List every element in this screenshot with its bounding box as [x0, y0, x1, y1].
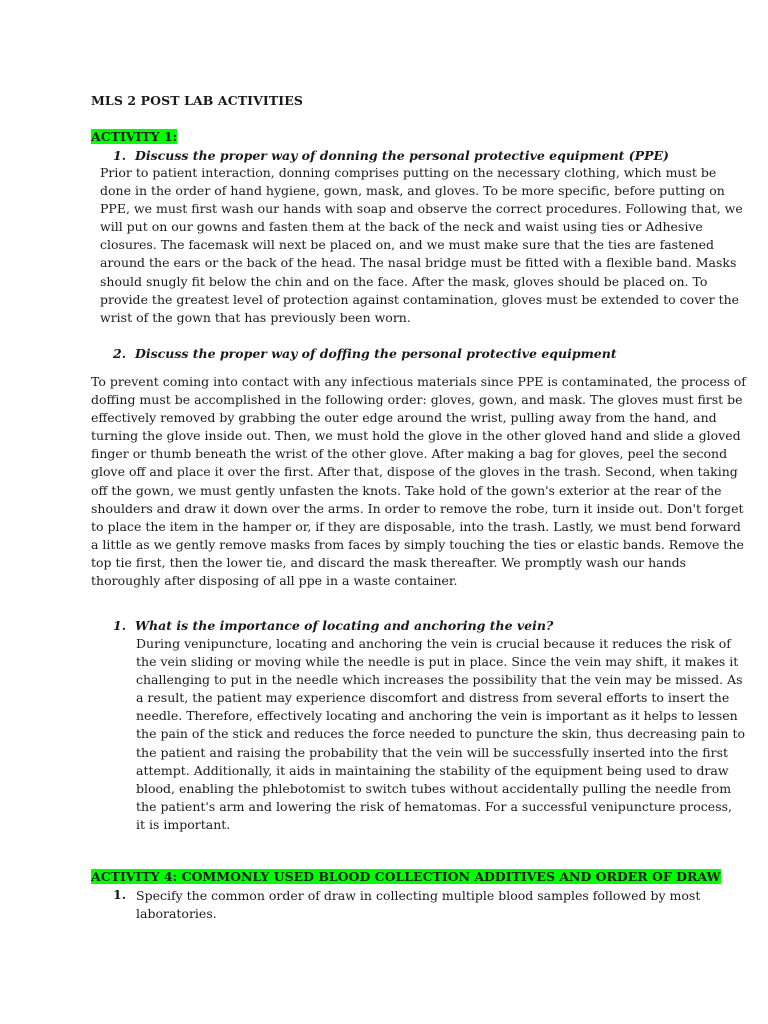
text-line: laboratories.	[136, 906, 217, 922]
text-line: Specify the common order of draw in collecting multiple blood samples followed by most	[136, 888, 701, 903]
text-line: glove off and place it over the first. After that, dispose of the gloves in the trash. Second, when taking	[91, 464, 738, 480]
question-number: 1.	[113, 887, 127, 902]
text-line: During venipuncture, locating and anchoring the vein is crucial because it reduces the risk of	[136, 636, 731, 651]
text-line: PPE, we must first wash our hands with soap and observe the correct procedures. Following that, we	[100, 201, 743, 217]
text-line: attempt. Additionally, it aids in maintaining the stability of the equipment being used to draw	[136, 762, 729, 778]
text-line: wrist of the gown that has previously been worn.	[100, 309, 411, 325]
question-number: 2.	[113, 346, 127, 361]
vein-answer	[136, 635, 745, 834]
text-line: the patient's arm and lowering the risk of hematomas. For a successful venipuncture process,	[136, 798, 733, 814]
text-line: off the gown, we must gently unfasten the knots. Take hold of the gown's exterior at the rear of the	[91, 482, 722, 498]
text-line: the pain of the stick and reduces the force needed to puncture the skin, thus decreasing pain to	[136, 726, 746, 742]
question-text: What is the importance of locating and anchoring the vein?	[135, 618, 554, 633]
document-title: MLS 2 POST LAB ACTIVITIES	[91, 93, 303, 108]
question-text: Discuss the proper way of doffing the personal protective equipment	[135, 346, 617, 361]
activity-4-heading	[91, 868, 721, 886]
text-line: Prior to patient interaction, donning comprises putting on the necessary clothing, which must be	[100, 165, 717, 180]
vein-question	[113, 617, 553, 635]
text-line: shoulders and draw it down over the arms. In order to remove the robe, turn it inside out. Don't forget	[91, 500, 744, 516]
text-line: provide the greatest level of protection against contamination, gloves must be extended to cover the	[100, 291, 740, 307]
activity-4-question-1-text	[136, 887, 700, 923]
text-line: it is important.	[136, 816, 231, 832]
activity-1-heading-text: ACTIVITY 1:	[91, 129, 178, 144]
text-line: around the ears or the back of the head. The nasal bridge must be fitted with a flexible band. Masks	[100, 255, 737, 271]
question-number: 1.	[113, 618, 127, 633]
text-line: effectively removed by grabbing the outer edge around the wrist, pulling away from the hand, and	[91, 410, 717, 426]
text-line: the patient and raising the probability that the vein will be successfully inserted into the first	[136, 744, 729, 760]
activity-1-answer-1	[100, 164, 743, 327]
text-line: should snugly fit below the chin and on the face. After the mask, gloves should be placed on. To	[100, 273, 708, 289]
text-line: needle. Therefore, effectively locating and anchoring the vein is important as it helps to lessen	[136, 708, 738, 724]
activity-4-heading-text: ACTIVITY 4: COMMONLY USED BLOOD COLLECTION ADDITIVES AND ORDER OF DRAW	[91, 869, 721, 884]
text-line: a result, the patient may experience discomfort and distress from several efforts to insert the	[136, 690, 730, 706]
text-line: thoroughly after disposing of all ppe in a waste container.	[91, 573, 458, 589]
text-line: challenging to put in the needle which increases the possibility that the vein may be missed. As	[136, 672, 743, 688]
activity-1-question-1	[113, 147, 669, 165]
text-line: a little as we gently remove masks from faces by simply touching the ties or elastic bands. Remove the	[91, 536, 744, 552]
text-line: blood, enabling the phlebotomist to switch tubes without accidentally pulling the needle from	[136, 780, 732, 796]
activity-1-heading	[91, 128, 177, 146]
text-line: finger or thumb beneath the wrist of the other glove. After making a bag for gloves, peel the second	[91, 446, 728, 462]
text-line: done in the order of hand hygiene, gown, mask, and gloves. To be more specific, before putting on	[100, 183, 725, 199]
text-line: To prevent coming into contact with any infectious materials since PPE is contaminated, the process of	[91, 374, 746, 389]
question-number: 1.	[113, 148, 127, 163]
text-line: the vein sliding or moving while the needle is put in place. Since the vein may shift, it makes it	[136, 654, 739, 670]
activity-1-answer-2	[91, 373, 746, 590]
text-line: top tie first, then the lower tie, and discard the mask thereafter. We promptly wash our hands	[91, 554, 687, 570]
text-line: doffing must be accomplished in the following order: gloves, gown, and mask. The gloves must first be	[91, 392, 743, 408]
question-text: Discuss the proper way of donning the personal protective equipment (PPE)	[135, 148, 669, 163]
activity-4-question-1-number	[113, 886, 135, 904]
text-line: closures. The facemask will next be placed on, and we must make sure that the ties are fastened	[100, 237, 714, 253]
text-line: turning the glove inside out. Then, we must hold the glove in the other gloved hand and slide a gloved	[91, 428, 741, 444]
activity-1-question-2	[113, 345, 617, 363]
text-line: will put on our gowns and fasten them at the back of the neck and waist using ties or Adhesive	[100, 219, 703, 235]
text-line: to place the item in the hamper or, if they are disposable, into the trash. Lastly, we must bend forward	[91, 518, 741, 534]
